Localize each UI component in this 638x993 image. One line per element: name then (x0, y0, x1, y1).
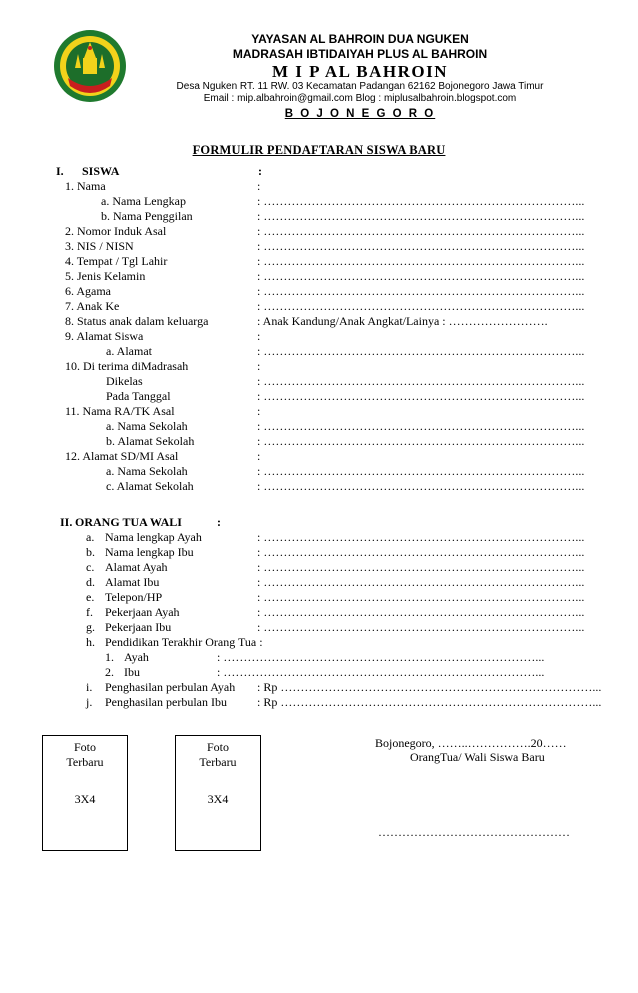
field-row (0, 314, 638, 329)
field-letter: 2. (105, 665, 114, 679)
field-row (0, 650, 638, 665)
field-row (0, 329, 638, 344)
field-row (0, 254, 638, 269)
photo-label: Terbaru (199, 755, 237, 769)
field-label: b. Alamat Sekolah (106, 434, 195, 448)
field-label: Pendidikan Terakhir Orang Tua : (105, 635, 263, 649)
field-input[interactable]: : (257, 179, 261, 193)
field-input[interactable]: : ……………………………………………………………………... (257, 269, 585, 283)
field-label: Ayah (124, 650, 149, 664)
field-row (0, 530, 638, 545)
field-input[interactable]: : Anak Kandung/Anak Angkat/Lainya : ……………………. (257, 314, 548, 328)
field-label: Nama lengkap Ibu (105, 545, 194, 559)
field-label: a. Nama Lengkap (101, 194, 186, 208)
field-letter: h. (86, 635, 95, 649)
field-input[interactable]: : ……………………………………………………………………... (257, 389, 585, 403)
field-input[interactable]: : ……………………………………………………………………... (257, 419, 585, 433)
field-letter: j. (86, 695, 93, 709)
field-row (0, 389, 638, 404)
field-row (0, 224, 638, 239)
field-row (0, 665, 638, 680)
field-row (0, 359, 638, 374)
field-row (0, 239, 638, 254)
field-input[interactable]: : ……………………………………………………………………... (257, 605, 585, 619)
field-letter: f. (86, 605, 93, 619)
field-row (0, 575, 638, 590)
field-input[interactable]: : ……………………………………………………………………... (257, 299, 585, 313)
field-letter: 1. (105, 650, 114, 664)
field-label: Alamat Ayah (105, 560, 168, 574)
field-row (0, 680, 638, 695)
field-label: a. Nama Sekolah (106, 419, 188, 433)
photo-label: Foto (73, 740, 96, 754)
photo-label: Terbaru (66, 755, 104, 769)
field-input[interactable]: : ……………………………………………………………………... (257, 254, 585, 268)
field-letter: b. (86, 545, 95, 559)
section-title: SISWA (82, 164, 120, 178)
field-row (0, 374, 638, 389)
field-label: Alamat Ibu (105, 575, 160, 589)
field-label: c. Alamat Sekolah (106, 479, 194, 493)
signature-role: OrangTua/ Wali Siswa Baru (410, 750, 545, 764)
field-input[interactable]: : ……………………………………………………………………... (257, 464, 585, 478)
field-input[interactable]: : ……………………………………………………………………... (257, 209, 585, 223)
field-label: Ibu (124, 665, 140, 679)
photo-label: Foto (206, 740, 229, 754)
field-input[interactable]: : (257, 359, 261, 373)
field-letter: e. (86, 590, 95, 604)
field-row (0, 194, 638, 209)
field-input[interactable]: : ……………………………………………………………………... (257, 560, 585, 574)
field-label: a. Alamat (106, 344, 152, 358)
field-row (0, 695, 638, 710)
field-input[interactable]: : ……………………………………………………………………... (257, 434, 585, 448)
field-row (0, 179, 638, 194)
field-label: 11. Nama RA/TK Asal (65, 404, 175, 418)
field-input[interactable]: : ……………………………………………………………………... (257, 590, 585, 604)
foundation-name: YAYASAN AL BAHROIN DUA NGUKEN (251, 32, 469, 46)
form-title: FORMULIR PENDAFTARAN SISWA BARU (192, 143, 446, 157)
field-row (0, 449, 638, 464)
field-row (0, 284, 638, 299)
field-input[interactable]: : ……………………………………………………………………... (257, 194, 585, 208)
field-label: b. Nama Penggilan (101, 209, 193, 223)
field-row (0, 344, 638, 359)
field-letter: i. (86, 680, 93, 694)
photo-size: 3X4 (74, 792, 96, 806)
field-label: 5. Jenis Kelamin (65, 269, 146, 283)
field-input[interactable]: : ……………………………………………………………………... (257, 284, 585, 298)
field-input[interactable]: : (257, 329, 261, 343)
school-name: M I P AL BAHROIN (271, 62, 449, 81)
section-number: I. (56, 164, 64, 178)
field-label: a. Nama Sekolah (106, 464, 188, 478)
field-row (0, 545, 638, 560)
field-input[interactable]: : ……………………………………………………………………... (257, 374, 585, 388)
field-input[interactable]: : ……………………………………………………………………... (257, 479, 585, 493)
section-colon: : (217, 515, 221, 529)
field-row (0, 299, 638, 314)
field-input[interactable]: : (257, 404, 261, 418)
field-row (0, 635, 638, 650)
field-row (0, 479, 638, 494)
field-input[interactable]: : ……………………………………………………………………... (257, 545, 585, 559)
signature-line[interactable]: ………………………………………… (378, 825, 570, 839)
field-input[interactable]: : ……………………………………………………………………... (257, 224, 585, 238)
field-label: Pekerjaan Ayah (105, 605, 180, 619)
field-input[interactable]: : ……………………………………………………………………... (257, 575, 585, 589)
field-input[interactable]: : ……………………………………………………………………... (257, 530, 585, 544)
field-label: 7. Anak Ke (65, 299, 120, 313)
section-colon: : (258, 164, 262, 178)
field-row (0, 434, 638, 449)
field-letter: d. (86, 575, 95, 589)
field-input[interactable]: : ……………………………………………………………………... (217, 665, 545, 679)
field-input[interactable]: : (257, 449, 261, 463)
field-row (0, 404, 638, 419)
field-label: 12. Alamat SD/MI Asal (65, 449, 179, 463)
school-contact: Email : mip.albahroin@gmail.com Blog : miplusalbahroin.blogspot.com (203, 93, 517, 104)
madrasah-name: MADRASAH IBTIDAIYAH PLUS AL BAHROIN (232, 47, 488, 61)
field-label: 9. Alamat Siswa (65, 329, 144, 343)
section-orangtua-heading (60, 515, 620, 530)
field-letter: c. (86, 560, 95, 574)
field-input[interactable]: : Rp ……………………………………………………………………... (257, 695, 602, 709)
section-number: II. (60, 515, 73, 529)
field-row (0, 419, 638, 434)
field-row (0, 464, 638, 479)
field-input[interactable]: : ……………………………………………………………………... (257, 239, 585, 253)
field-input[interactable]: : ……………………………………………………………………... (217, 650, 545, 664)
field-label: Dikelas (106, 374, 143, 388)
field-row (0, 605, 638, 620)
section-title: ORANG TUA WALI (75, 515, 182, 529)
field-label: 2. Nomor Induk Asal (65, 224, 167, 238)
field-label: Penghasilan perbulan Ayah (105, 680, 236, 694)
field-label: 10. Di terima diMadrasah (65, 359, 189, 373)
field-row (0, 620, 638, 635)
field-row (0, 209, 638, 224)
field-row (0, 269, 638, 284)
field-label: 3. NIS / NISN (65, 239, 134, 253)
field-label: 1. Nama (65, 179, 106, 193)
field-label: Penghasilan perbulan Ibu (105, 695, 227, 709)
field-input[interactable]: : ……………………………………………………………………... (257, 344, 585, 358)
field-input[interactable]: : Rp ……………………………………………………………………... (257, 680, 602, 694)
field-letter: a. (86, 530, 95, 544)
photo-box (42, 735, 128, 851)
field-label: Telepon/HP (105, 590, 163, 604)
signature-place-date[interactable]: Bojonegoro, ……..…………….20…… (375, 736, 567, 750)
field-label: Nama lengkap Ayah (105, 530, 202, 544)
school-address: Desa Nguken RT. 11 RW. 03 Kecamatan Padangan 62162 Bojonegoro Jawa Timur (176, 81, 544, 92)
school-logo (52, 28, 128, 104)
section-siswa-heading (56, 164, 616, 179)
field-input[interactable]: : ……………………………………………………………………... (257, 620, 585, 634)
school-city: B O J O N E G O R O (284, 108, 436, 120)
field-label: 4. Tempat / Tgl Lahir (65, 254, 168, 268)
field-label: 8. Status anak dalam keluarga (65, 314, 209, 328)
photo-size: 3X4 (207, 792, 229, 806)
field-label: Pekerjaan Ibu (105, 620, 172, 634)
field-row (0, 590, 638, 605)
field-label: 6. Agama (65, 284, 111, 298)
field-label: Pada Tanggal (106, 389, 171, 403)
field-letter: g. (86, 620, 95, 634)
photo-box (175, 735, 261, 851)
field-row (0, 560, 638, 575)
